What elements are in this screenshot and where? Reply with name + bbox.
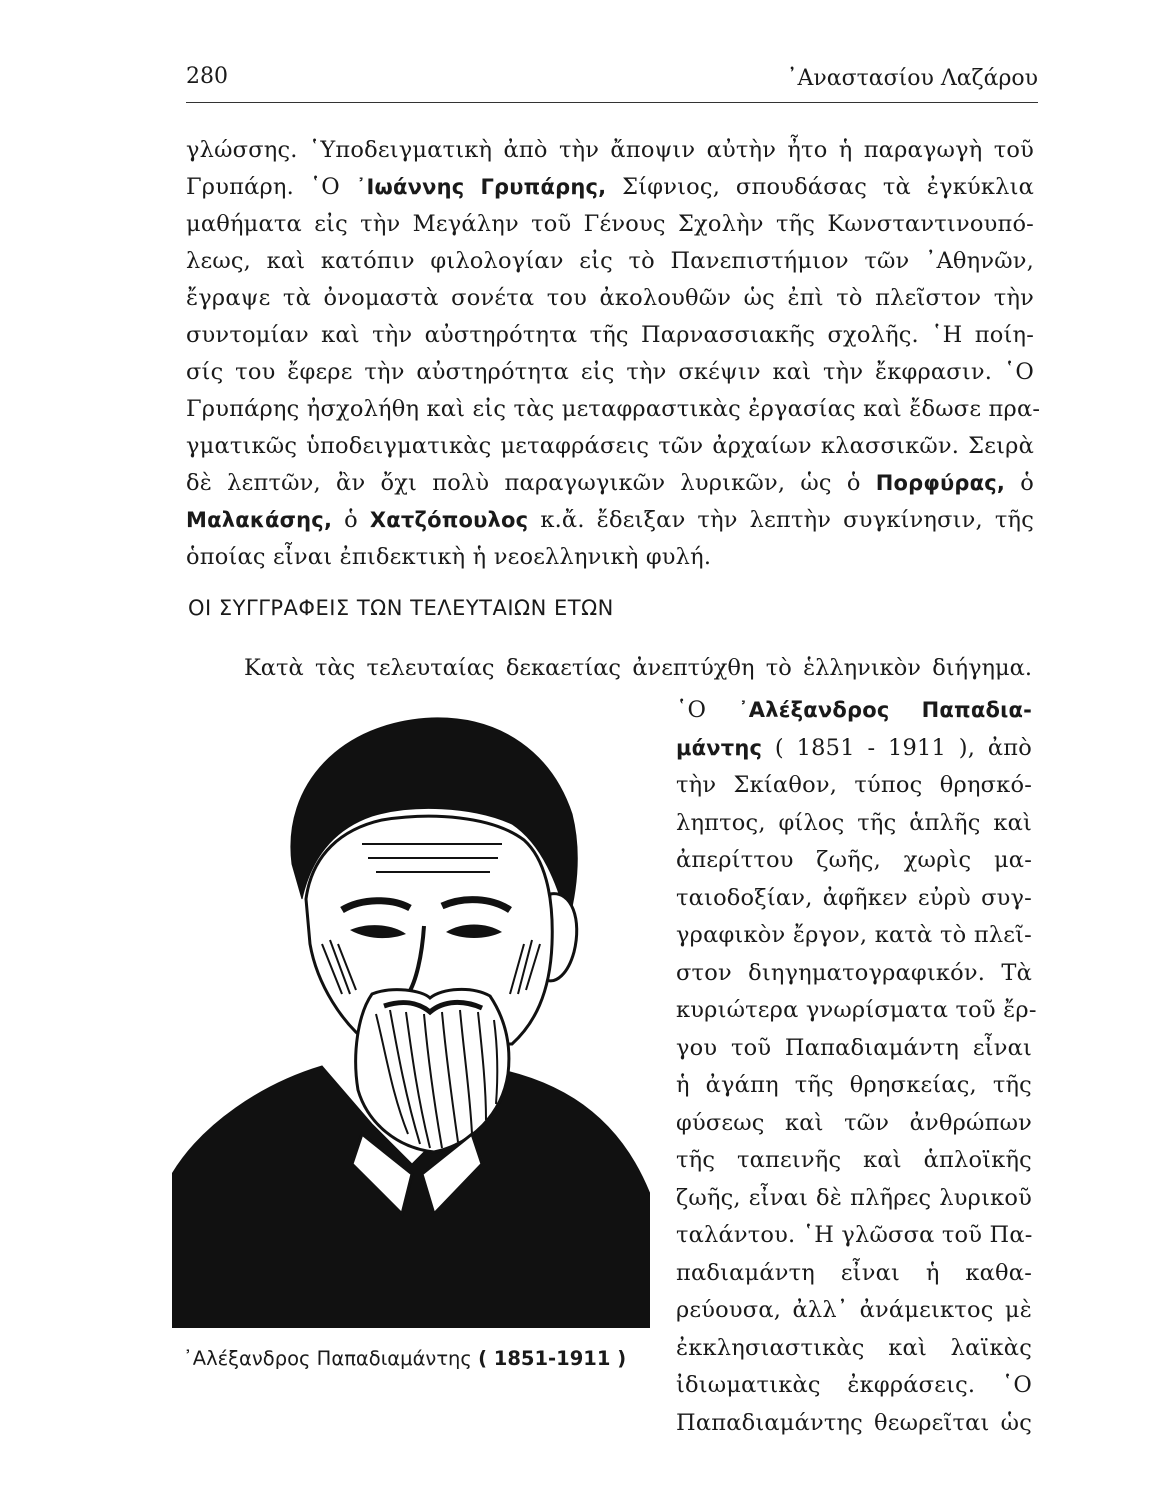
page-header	[186, 64, 1038, 104]
bold-name: μάντης	[676, 735, 763, 760]
portrait-caption	[183, 1347, 626, 1370]
bold-name: ᾽Ιωάννης Γρυπάρης,	[355, 175, 607, 199]
text-line: Γρυπάρη. ῾Ο ᾽Ιωάννης Γρυπάρης, Σίφνιος, σπουδάσας τὰ ἐγκύκλια	[186, 174, 1034, 200]
text-line: γλώσσης. ῾Υποδειγματικὴ ἀπὸ τὴν ἄποψιν αὐτὴν ἦτο ἡ παραγωγὴ τοῦ	[186, 137, 1034, 163]
text-line: ταιοδοξίαν, ἀφῆκεν εὐρὺ συγ-	[676, 884, 1032, 911]
text-line: ληπτος, φίλος τῆς ἁπλῆς καὶ	[676, 809, 1032, 836]
bold-name: ᾽Αλέξανδρος Παπαδια-	[738, 698, 1033, 722]
text-line: συντομίαν καὶ τὴν αὐστηρότητα τῆς Παρνασσιακῆς σχολῆς. ῾Η ποίη-	[186, 322, 1034, 348]
running-head: ᾽Αναστασίου Λαζάρου	[786, 66, 1038, 91]
text-line: Μαλακάσης, ὁ Χατζόπουλος κ.ἄ. ἔδειξαν τὴν λεπτὴν συγκίνησιν, τῆς	[186, 507, 1035, 533]
text-line: ῾Ο ᾽Αλέξανδρος Παπαδια-	[676, 697, 1033, 723]
header-rule	[186, 102, 1038, 103]
text-line: τὴν Σκίαθον, τύπος θρησκό-	[676, 772, 1032, 798]
bold-name: Μαλακάσης,	[186, 508, 333, 532]
caption-name: ᾽Αλέξανδρος Παπαδιαμάντης	[183, 1347, 472, 1370]
bold-name: Χατζόπουλος	[369, 508, 529, 532]
text-line: λεως, καὶ κατόπιν φιλολογίαν εἰς τὸ Πανεπιστήμιον τῶν ᾽Αθηνῶν,	[186, 248, 1034, 274]
text-line: φύσεως καὶ τῶν ἀνθρώπων	[676, 1109, 1032, 1136]
text-line: ἰδιωματικὰς ἐκφράσεις. ῾Ο	[676, 1372, 1032, 1398]
text-line: δὲ λεπτῶν, ἂν ὄχι πολὺ παραγωγικῶν λυρικῶν, ὡς ὁ Πορφύρας, ὁ	[186, 470, 1034, 496]
intro-line: Κατὰ τὰς τελευταίας δεκαετίας ἀνεπτύχθη τὸ ἑλληνικὸν διήγημα.	[244, 655, 1032, 681]
text-line: γου τοῦ Παπαδιαμάντη εἶναι	[676, 1034, 1032, 1061]
text-line: κυριώτερα γνωρίσματα τοῦ ἔρ-	[676, 997, 1037, 1023]
text-line: μαθήματα εἰς τὴν Μεγάλην τοῦ Γένους Σχολὴν τῆς Κωνσταντινουπό-	[186, 211, 1034, 237]
text-line: γματικῶς ὑποδειγματικὰς μεταφράσεις τῶν ἀρχαίων κλασσικῶν. Σειρὰ	[186, 433, 1034, 459]
bold-name: Πορφύρας,	[875, 471, 1006, 495]
text-line: ρεύουσα, ἀλλ᾽ ἀνάμεικτος μὲ	[676, 1297, 1032, 1323]
page-number: 280	[186, 64, 228, 89]
text-line: ζωῆς, εἶναι δὲ πλῆρες λυρικοῦ	[676, 1184, 1032, 1211]
text-line: σίς του ἔφερε τὴν αὐστηρότητα εἰς τὴν σκέψιν καὶ τὴν ἔκφρασιν. ῾Ο	[186, 359, 1034, 385]
text-line: στον διηγηματογραφικόν. Τὰ	[676, 959, 1032, 986]
text-line: παδιαμάντη εἶναι ἡ καθα-	[676, 1259, 1032, 1286]
text-line: ταλάντου. ῾Η γλῶσσα τοῦ Πα-	[676, 1222, 1033, 1248]
text-line: ἔγραψε τὰ ὀνομαστὰ σονέτα του ἀκολουθῶν ὡς ἐπὶ τὸ πλεῖστον τὴν	[186, 285, 1034, 311]
text-line: Γρυπάρης ἠσχολήθη καὶ εἰς τὰς μεταφραστικὰς ἐργασίας καὶ ἔδωσε πρα-	[186, 396, 1041, 422]
text-line: ἡ ἀγάπη τῆς θρησκείας, τῆς	[676, 1072, 1032, 1098]
section-heading: ΟΙ ΣΥΓΓΡΑΦΕΙΣ ΤΩΝ ΤΕΛΕΥΤΑΙΩΝ ΕΤΩΝ	[188, 596, 614, 620]
caption-years: ( 1851-1911 )	[478, 1347, 627, 1370]
text-line: μάντης ( 1851 - 1911 ), ἀπὸ	[676, 734, 1032, 761]
portrait-engraving-icon	[172, 694, 650, 1328]
paragraph-papadiamantis	[676, 692, 1037, 1442]
text-line: ἀπερίττου ζωῆς, χωρὶς μα-	[676, 847, 1032, 873]
text-line: ἐκκλησιαστικὰς καὶ λαϊκὰς	[676, 1334, 1032, 1361]
text-line: γραφικὸν ἔργον, κατὰ τὸ πλεῖ-	[676, 922, 1032, 948]
paragraph-grypari	[186, 132, 1041, 576]
text-line: ὁποίας εἶναι ἐπιδεκτικὴ ἡ νεοελληνικὴ φυλή.	[186, 544, 712, 570]
text-line: Παπαδιαμάντης θεωρεῖται ὡς	[676, 1409, 1032, 1436]
text-line: τῆς ταπεινῆς καὶ ἁπλοϊκῆς	[676, 1147, 1032, 1173]
